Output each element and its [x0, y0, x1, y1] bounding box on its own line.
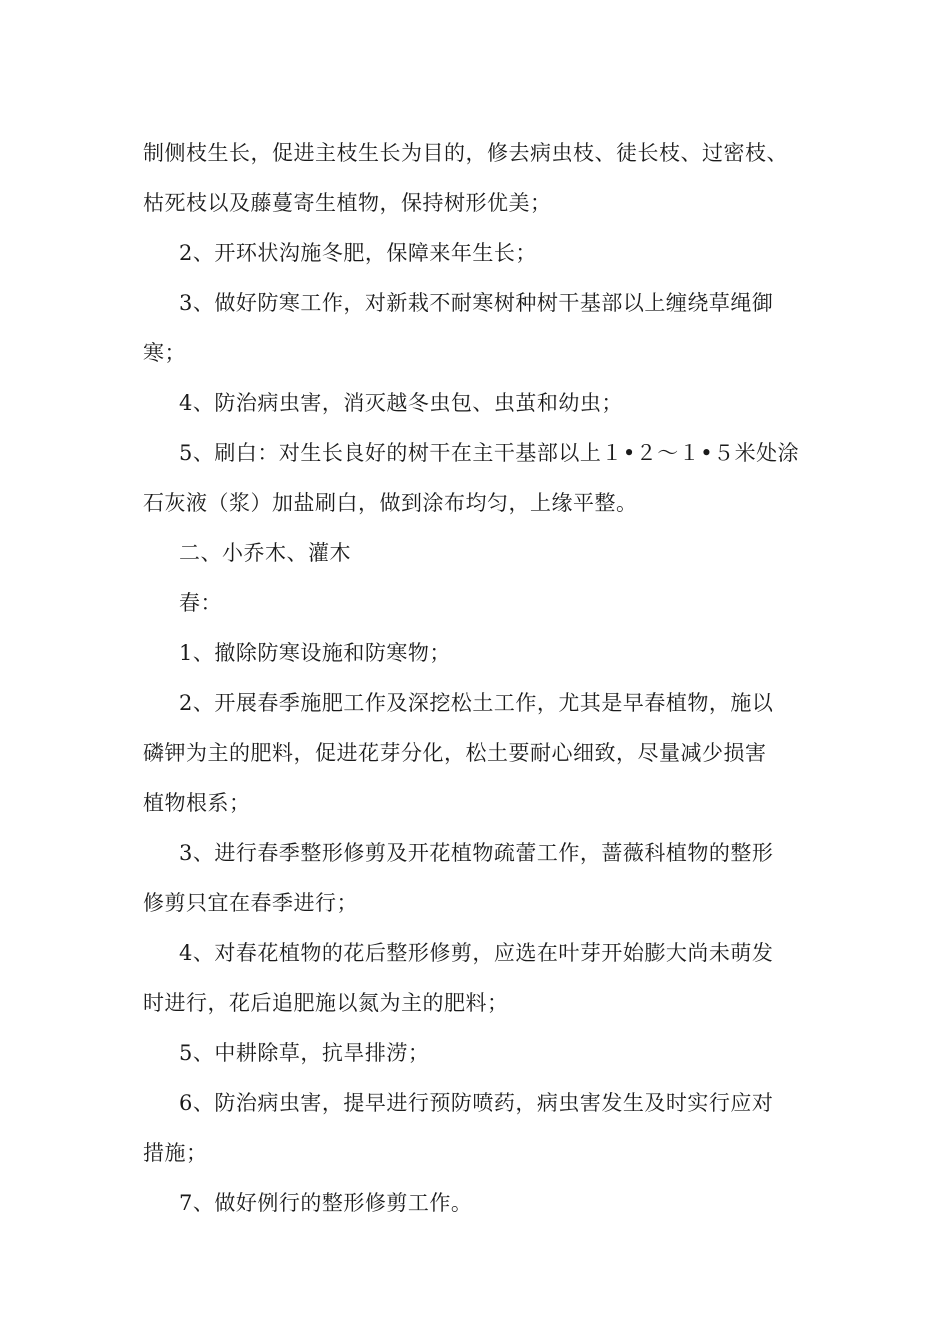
text-line-18: 时进行，花后追肥施以氮为主的肥料； — [143, 991, 509, 1015]
text-line-22: 7、做好例行的整形修剪工作。 — [179, 1191, 473, 1215]
text-line-12: 2、开展春季施肥工作及深挖松土工作，尤其是早春植物，施以 — [179, 691, 774, 715]
text-line-11: 1、撤除防寒设施和防寒物； — [179, 641, 451, 665]
document-body — [143, 128, 833, 1228]
season-heading: 春： — [179, 591, 222, 615]
text-line-17: 4、对春花植物的花后整形修剪，应选在叶芽开始膨大尚未萌发 — [179, 941, 774, 965]
text-line-13: 磷钾为主的肥料，促进花芽分化，松土要耐心细致，尽量减少损害 — [143, 741, 767, 765]
text-line-21: 措施； — [143, 1141, 208, 1165]
text-line-1: 制侧枝生长，促进主枝生长为目的，修去病虫枝、徒长枝、过密枝、 — [143, 141, 788, 165]
text-line-20: 6、防治病虫害，提早进行预防喷药，病虫害发生及时实行应对 — [179, 1091, 774, 1115]
text-line-2: 枯死枝以及藤蔓寄生植物，保持树形优美； — [143, 191, 552, 215]
section-heading: 二、小乔木、灌木 — [179, 541, 351, 565]
text-line-3: 2、开环状沟施冬肥，保障来年生长； — [179, 241, 537, 265]
text-line-6: 4、防治病虫害，消灭越冬虫包、虫茧和幼虫； — [179, 391, 623, 415]
text-line-5: 寒； — [143, 341, 186, 365]
text-line-19: 5、中耕除草，抗旱排涝； — [179, 1041, 430, 1065]
text-line-16: 修剪只宜在春季进行； — [143, 891, 358, 915]
text-line-15: 3、进行春季整形修剪及开花植物疏蕾工作，蔷薇科植物的整形 — [179, 841, 774, 865]
text-line-4: 3、做好防寒工作，对新栽不耐寒树种树干基部以上缠绕草绳御 — [179, 291, 774, 315]
text-line-7: 5、刷白：对生长良好的树干在主干基部以上１•２～１•５米处涂 — [179, 441, 800, 465]
text-line-14: 植物根系； — [143, 791, 251, 815]
text-line-8: 石灰液（浆）加盐刷白，做到涂布均匀，上缘平整。 — [143, 491, 638, 515]
